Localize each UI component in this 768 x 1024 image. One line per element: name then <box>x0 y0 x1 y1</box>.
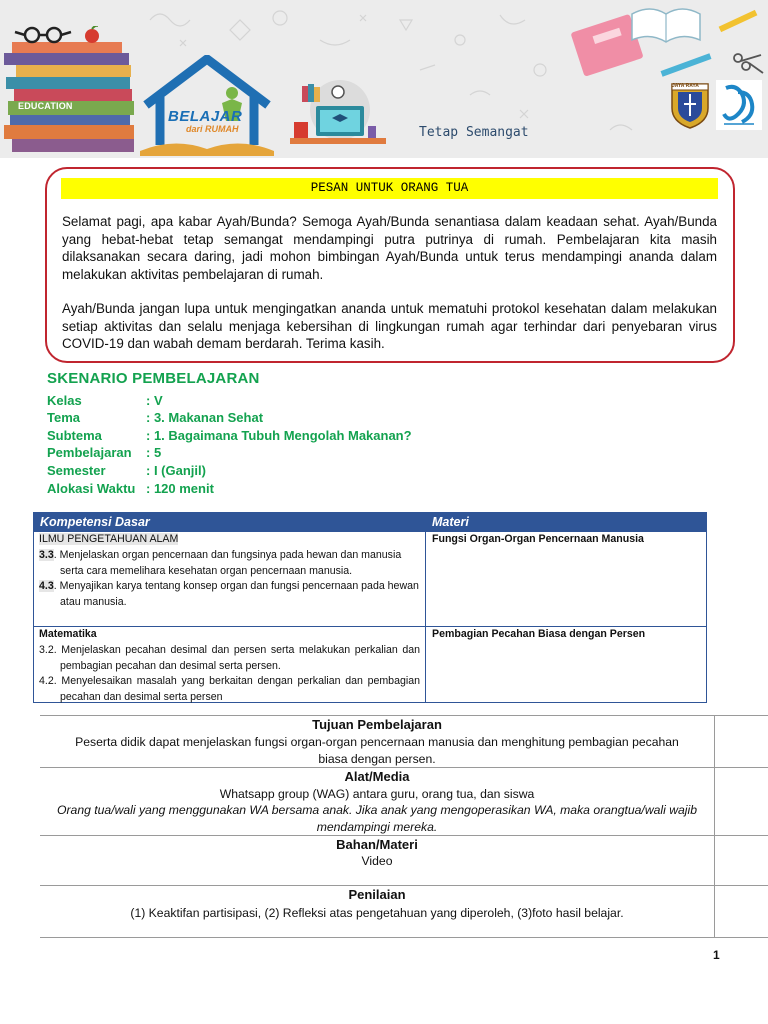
skenario-value: : 5 <box>146 445 162 460</box>
table-border <box>40 885 768 886</box>
skenario-value: : 120 menit <box>146 481 214 496</box>
header-banner <box>0 0 768 158</box>
kd-text: . Menyajikan karya tentang konsep organ dan fungsi pencernaan pada hewan atau manusia. <box>53 580 419 609</box>
jaya-raya-label: JAYA RAYA <box>672 83 699 89</box>
table-row-ipa-kd <box>39 532 420 611</box>
logo-text-sub: dari RUMAH <box>186 124 239 134</box>
skenario-label: Pembelajaran <box>47 445 132 460</box>
kd-number: 3.3 <box>39 548 54 561</box>
alat-title: Alat/Media <box>344 769 410 784</box>
materi-matematika: Pembagian Pecahan Biasa dengan Persen <box>432 628 646 640</box>
book-stack-icon <box>2 26 142 156</box>
kd-number: 4.2. <box>39 675 57 688</box>
table-row-matematika-kd <box>39 627 420 706</box>
alat-note: Orang tua/wali yang menggunakan WA bersama anak. Jika anak yang mengoperasikan WA, maka orangtua/wali wajib mendampingi mereka. <box>57 803 697 834</box>
table-border <box>40 767 768 768</box>
materi-ipa: Fungsi Organ-Organ Pencernaan Manusia <box>432 533 644 545</box>
logo-text-main: BELAJAR <box>168 108 243 125</box>
skenario-label: Tema <box>47 410 80 425</box>
page-number: 1 <box>713 948 720 962</box>
kd-text: Menjelaskan pecahan desimal dan persen serta melakukan perkalian dan pembagian pecahan dan desimal serta persen. <box>56 643 420 672</box>
skenario-value: : 1. Bagaimana Tubuh Mengolah Makanan? <box>146 428 412 443</box>
skenario-label: Alokasi Waktu <box>47 481 136 496</box>
house-logo-icon <box>136 55 278 157</box>
table-border <box>40 835 768 836</box>
skenario-label: Subtema <box>47 428 102 443</box>
penilaian-title: Penilaian <box>348 887 406 902</box>
penilaian-text: (1) Keaktifan partisipasi, (2) Refleksi atas pengetahuan yang diperoleh, (3)foto hasil belajar. <box>130 906 624 920</box>
kompetensi-table <box>33 512 707 703</box>
tujuan-title: Tujuan Pembelajaran <box>312 717 442 732</box>
skenario-title: SKENARIO PEMBELAJARAN <box>47 370 260 387</box>
skenario-value: : 3. Makanan Sehat <box>146 410 264 425</box>
message-title: PESAN UNTUK ORANG TUA <box>61 178 718 199</box>
bahan-text: Video <box>361 854 393 868</box>
tujuan-text: Peserta didik dapat menjelaskan fungsi organ-organ pencernaan manusia dan menghitung pembagian pecahan biasa dengan persen. <box>75 735 679 766</box>
kd-text: . Menjelaskan organ pencernaan dan fungsinya pada hewan dan manusia serta cara memelihara kesehatan organ pencernaan manusia. <box>53 548 402 577</box>
alat-text: Whatsapp group (WAG) antara guru, orang tua, dan siswa <box>219 787 535 801</box>
skenario-label: Semester <box>47 463 106 478</box>
table-border-top <box>40 715 768 716</box>
skenario-value: : V <box>146 393 163 408</box>
kd-number: 4.3 <box>39 580 54 593</box>
kd-text: Menyelesaikan masalah yang berkaitan dengan perkalian dan pembagian pecahan dan desimal serta persen <box>56 675 420 704</box>
column-divider <box>425 532 426 702</box>
kd-number: 3.2. <box>39 643 57 656</box>
skenario-label: Kelas <box>47 393 82 408</box>
motto-text: Tetap Semangat <box>419 125 529 140</box>
kd-item <box>39 674 420 706</box>
kd-item <box>39 643 420 675</box>
header-kompetensi-dasar: Kompetensi Dasar <box>40 515 150 529</box>
bahan-title: Bahan/Materi <box>336 837 418 852</box>
subject-label: Matematika <box>39 628 97 640</box>
header-materi: Materi <box>432 515 469 529</box>
kd-item <box>39 579 420 611</box>
table-header <box>34 513 706 532</box>
kd-item <box>39 548 420 580</box>
table-border-bottom <box>40 937 768 938</box>
books-label: EDUCATION <box>18 101 73 111</box>
skenario-value: : I (Ganjil) <box>146 463 206 478</box>
subject-label: ILMU PENGETAHUAN ALAM <box>39 533 179 545</box>
message-paragraph-2: Ayah/Bunda jangan lupa untuk mengingatkan ananda untuk mematuhi protokol kesehatan dalam melakukan setiap aktivitas dan selalu menjaga kebersihan di lingkungan rumah agar terhindar dari penyebaran virus COVID-19 dan wabah demam berdarah. Terima kasih. <box>62 301 717 351</box>
dinas-pendidikan-logo <box>716 80 762 130</box>
table-column-divider <box>714 715 715 937</box>
computer-desk-icon <box>288 78 388 153</box>
message-paragraph-1: Selamat pagi, apa kabar Ayah/Bunda? Semoga Ayah/Bunda senantiasa dalam keadaan sehat. Ayah/Bunda yang hebat-hebat tetap semangat mendampingi putra putrinya di rumah. Pembelajaran kita masih dilaksanakan secara daring, jadi mohon bimbingan Ayah/Bunda untuk terus mendampingi ananda dalam melakukan aktivitas pembelajaran di rumah. <box>62 214 717 282</box>
